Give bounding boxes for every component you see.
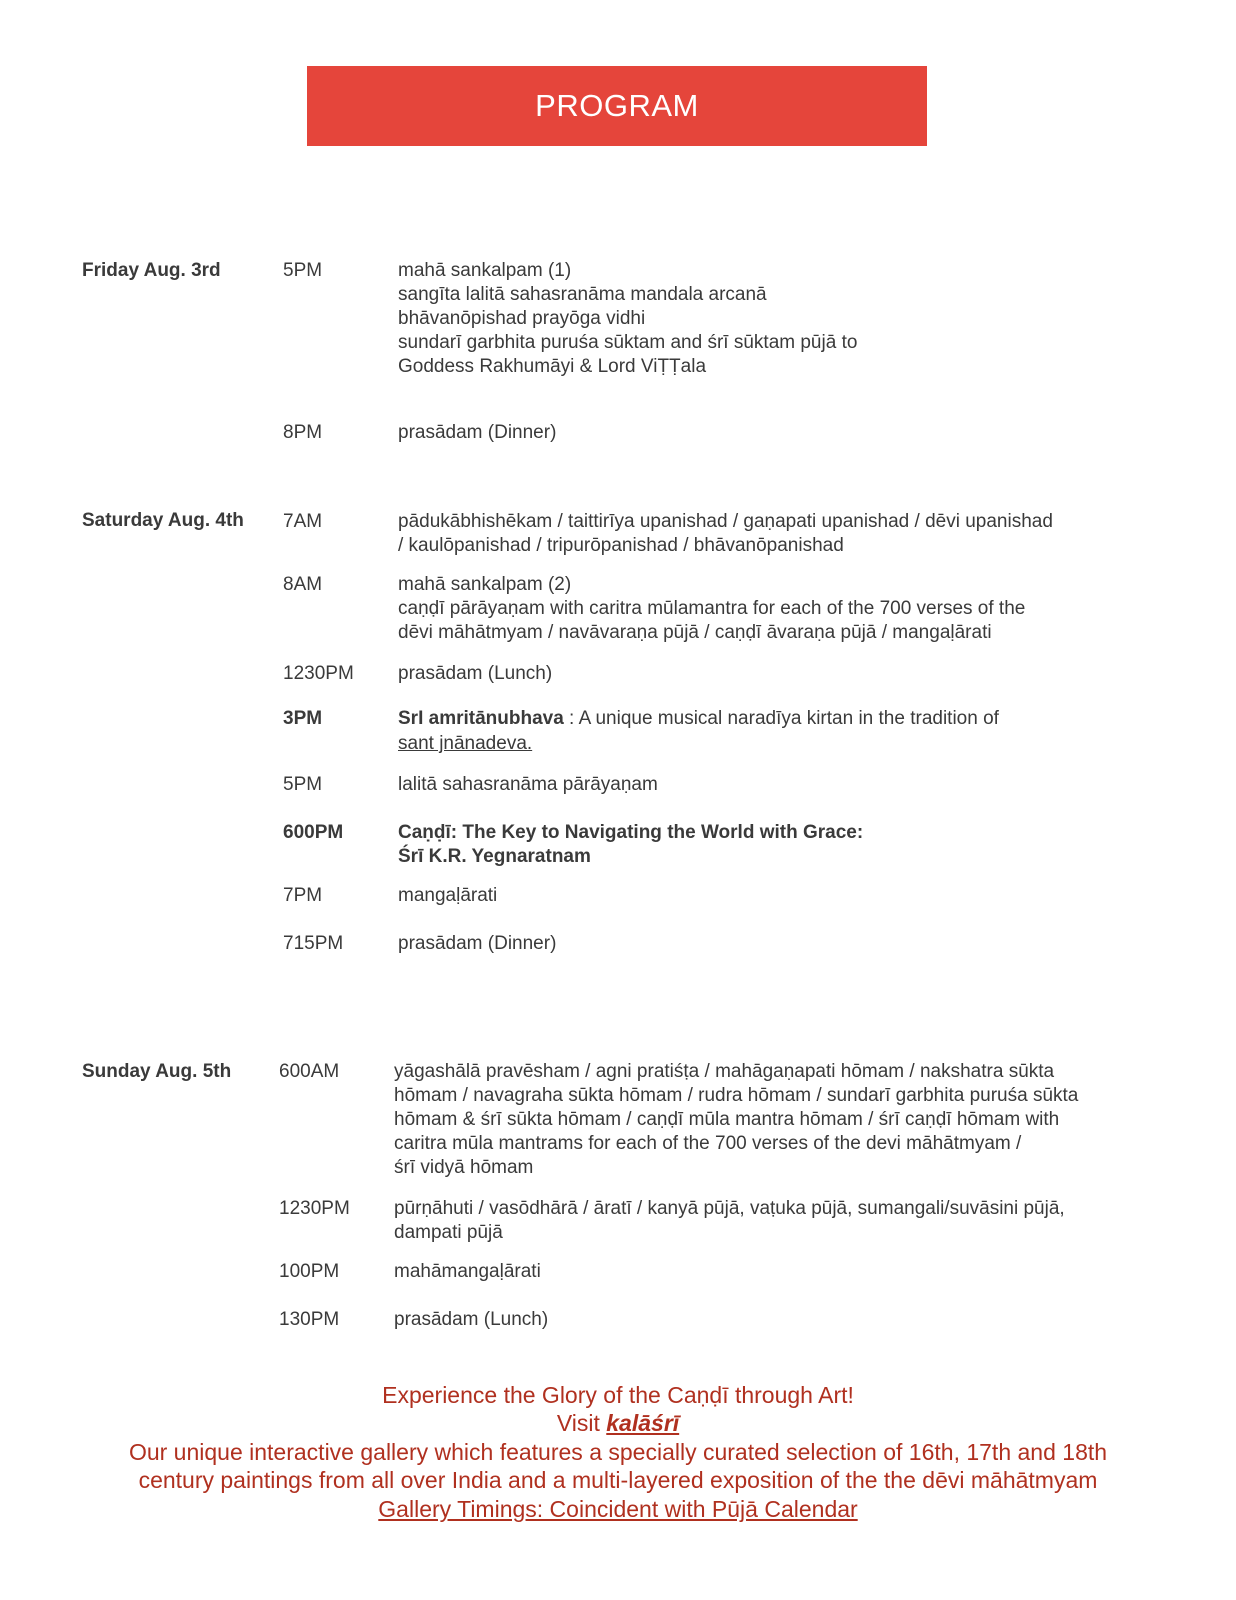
time-saturday-5pm: 5PM [283,774,323,795]
event-line: caritra mūla mantrams for each of the 700 verses of the devi māhātmyam / [394,1133,1022,1154]
footer-description: Our unique interactive gallery which features a specially curated selection of 16th, 17th and 18th [128,1439,1108,1465]
footer-visit [0,1409,1236,1438]
event-line: sangīta lalitā sahasranāma mandala arcanā [398,284,767,305]
time-sunday-1230pm: 1230PM [279,1198,350,1219]
time-friday-5pm: 5PM [283,260,323,281]
event-line: prasādam (Dinner) [398,933,557,954]
footer-visit-label: Visit [556,1410,607,1436]
time-saturday-3pm: 3PM [283,708,323,729]
event-line: dēvi māhātmyam / navāvaraṇa pūjā / caṇḍī āvaraṇa pūjā / mangaḷārati [398,622,992,643]
event-line: mangaḷārati [398,885,498,906]
event-line: hōmam & śrī sūkta hōmam / caṇḍī mūla mantra hōmam / śrī caṇḍī hōmam with [394,1109,1060,1130]
event-line: hōmam / navagraha sūkta hōmam / rudra hōmam / sundarī garbhita puruśa sūkta [394,1085,1079,1106]
program-title: PROGRAM [535,88,699,123]
day-saturday: Saturday Aug. 4th [82,510,244,531]
event-line [398,707,999,731]
event-title-bold: SrI amritānubhava [398,708,564,729]
time-sunday-100pm: 100PM [279,1261,340,1282]
event-line: śrī vidyā hōmam [394,1157,534,1178]
event-line: / kaulōpanishad / tripurōpanishad / bhāvanōpanishad [398,535,844,556]
event-line: Goddess Rakhumāyi & Lord ViṬṬala [398,356,707,377]
time-saturday-715pm: 715PM [283,933,344,954]
event-line: bhāvanōpishad prayōga vidhi [398,308,646,329]
kalasri-link[interactable]: kalāśrī [606,1410,680,1436]
event-line: prasādam (Lunch) [394,1309,549,1330]
footer-headline: Experience the Glory of the Caṇḍī through Art! [382,1382,854,1408]
event-line: prasādam (Lunch) [398,663,553,684]
time-sunday-130pm: 130PM [279,1309,340,1330]
event-line: lalitā sahasranāma pārāyaṇam [398,774,658,795]
time-saturday-600pm: 600PM [283,822,344,843]
event-line: mahāmangaḷārati [394,1261,541,1282]
event-line: pādukābhishēkam / taittirīya upanishad / gaṇapati upanishad / dēvi upanishad [398,511,1053,532]
event-line: sundarī garbhita puruśa sūktam and śrī sūktam pūjā to [398,332,858,353]
event-line: dampati pūjā [394,1222,503,1243]
program-banner [307,66,927,146]
event-line: Caṇḍī: The Key to Navigating the World with Grace: [398,822,864,843]
day-friday: Friday Aug. 3rd [82,260,221,281]
event-line: sant jnānadeva. [398,733,533,754]
event-line: yāgashālā pravēsham / agni pratiśṭa / mahāgaṇapati hōmam / nakshatra sūkta [394,1061,1055,1082]
event-line: mahā sankalpam (2) [398,574,572,595]
day-sunday: Sunday Aug. 5th [82,1061,232,1082]
event-line: Śrī K.R. Yegnaratnam [398,846,591,867]
time-friday-8pm: 8PM [283,422,323,443]
time-saturday-8am: 8AM [283,574,323,595]
event-line: caṇḍī pārāyaṇam with caritra mūlamantra for each of the 700 verses of the [398,598,1026,619]
event-line: pūrṇāhuti / vasōdhārā / āratī / kanyā pūjā, vaṭuka pūjā, sumangali/suvāsini pūjā, [394,1198,1065,1219]
time-saturday-7pm: 7PM [283,885,323,906]
time-saturday-7am: 7AM [283,511,323,532]
event-description: : A unique musical naradīya kirtan in the tradition of [563,708,999,729]
event-line: prasādam (Dinner) [398,422,557,443]
time-saturday-1230pm: 1230PM [283,663,354,684]
gallery-timings-link[interactable]: Gallery Timings: Coincident with Pūjā Calendar [378,1496,858,1522]
footer-description: century paintings from all over India and a multi-layered exposition of the the dēvi māhātmyam [138,1467,1098,1493]
time-sunday-600am: 600AM [279,1061,340,1082]
event-line: mahā sankalpam (1) [398,260,572,281]
